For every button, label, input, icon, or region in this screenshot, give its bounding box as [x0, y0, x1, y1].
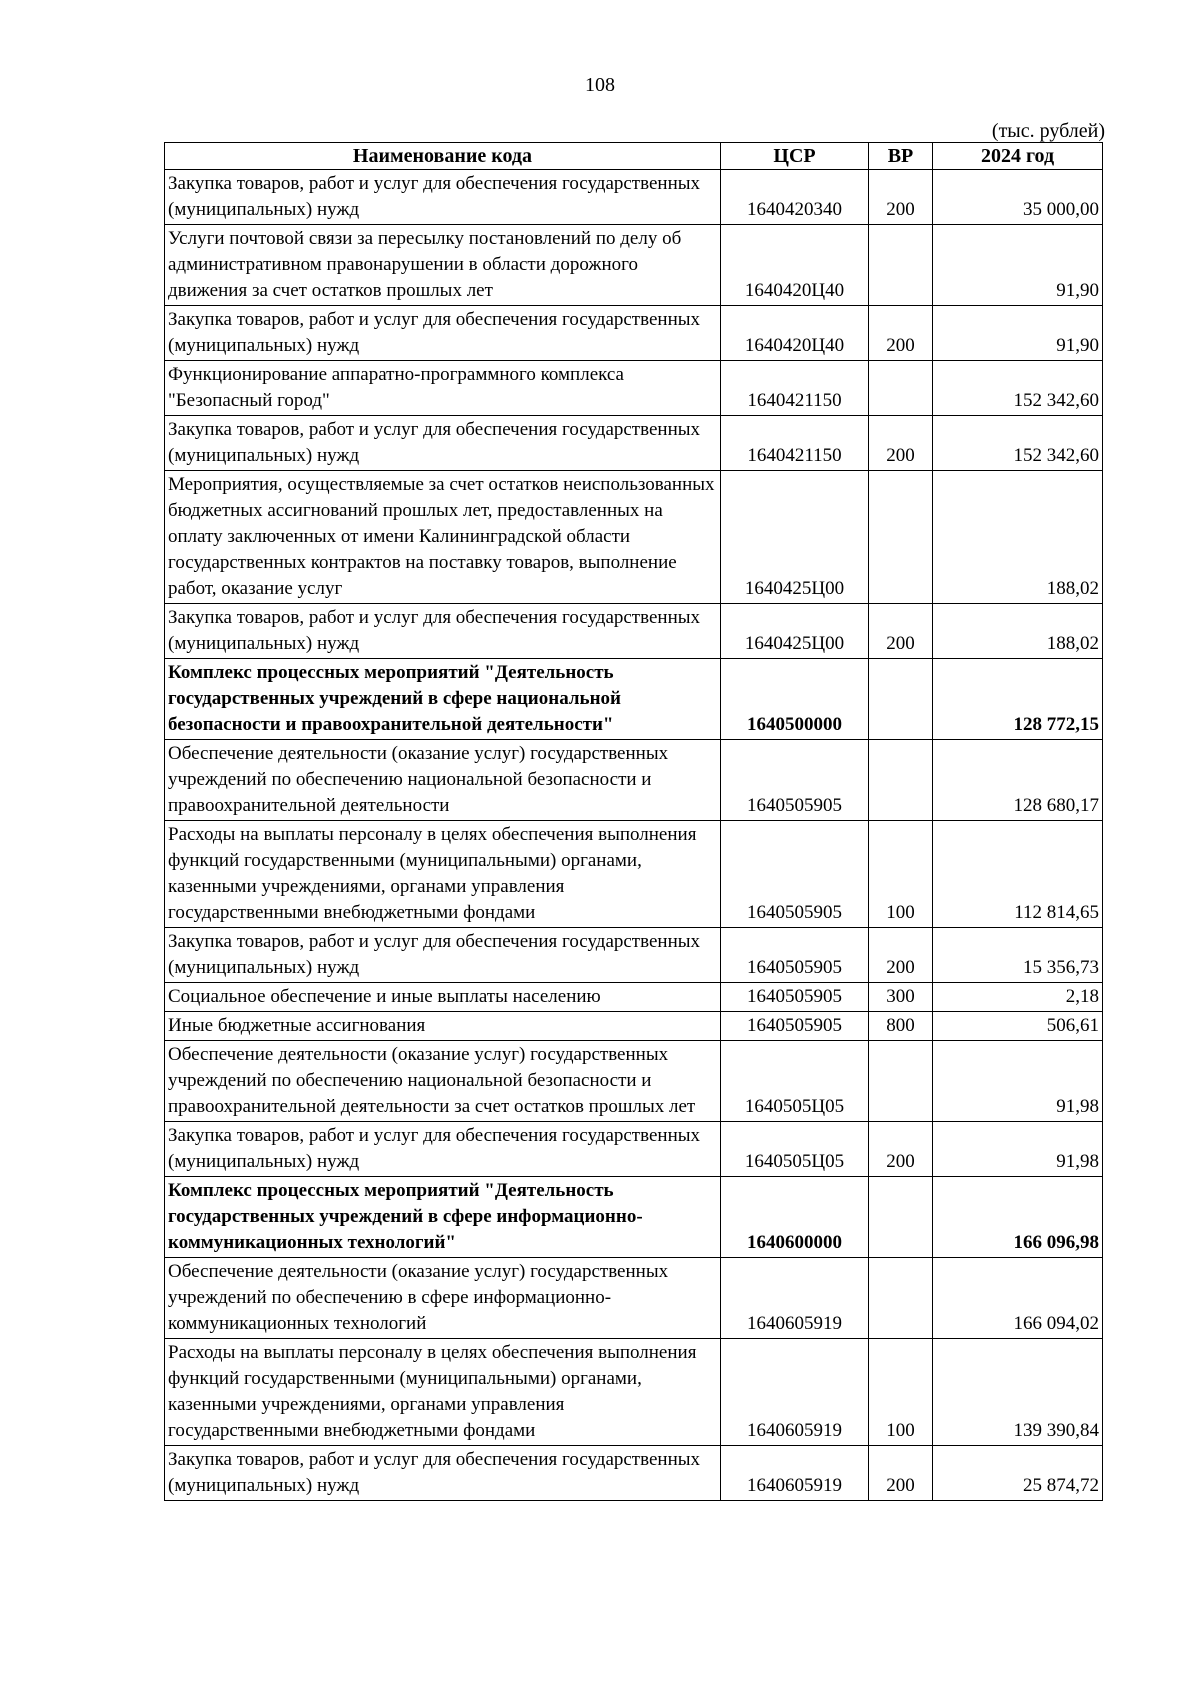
table-row — [165, 1012, 1103, 1041]
cell-csr: 1640421150 — [721, 416, 869, 471]
cell-sum: 25 874,72 — [933, 1446, 1103, 1501]
header-name: Наименование кода — [165, 143, 721, 170]
cell-vr: 100 — [869, 821, 933, 928]
cell-sum: 128 680,17 — [933, 740, 1103, 821]
table-row — [165, 1177, 1103, 1258]
cell-vr: 200 — [869, 416, 933, 471]
table-row — [165, 1041, 1103, 1122]
cell-vr — [869, 740, 933, 821]
cell-sum: 188,02 — [933, 604, 1103, 659]
table-row — [165, 659, 1103, 740]
cell-vr — [869, 471, 933, 604]
cell-csr: 1640420340 — [721, 170, 869, 225]
cell-sum: 15 356,73 — [933, 928, 1103, 983]
cell-vr: 200 — [869, 306, 933, 361]
cell-sum: 152 342,60 — [933, 416, 1103, 471]
cell-vr: 200 — [869, 170, 933, 225]
table-body — [165, 170, 1103, 1501]
units-note: (тыс. рублей) — [991, 120, 1105, 142]
cell-name: Услуги почтовой связи за пересылку постановлений по делу об административном правонарушении в области дорожного движения за счет остатков прошлых лет — [165, 225, 721, 306]
cell-sum: 166 094,02 — [933, 1258, 1103, 1339]
cell-sum: 139 390,84 — [933, 1339, 1103, 1446]
header-vr: ВР — [869, 143, 933, 170]
page-number: 108 — [585, 74, 615, 96]
cell-name: Расходы на выплаты персоналу в целях обеспечения выполнения функций государственными (муниципальными) органами, казенными учреждениями, органами управления государственными внебюджетными фондами — [165, 821, 721, 928]
header-year: 2024 год — [933, 143, 1103, 170]
cell-csr: 1640505Ц05 — [721, 1122, 869, 1177]
cell-sum: 91,98 — [933, 1122, 1103, 1177]
cell-name: Закупка товаров, работ и услуг для обеспечения государственных (муниципальных) нужд — [165, 1446, 721, 1501]
table-row — [165, 604, 1103, 659]
budget-table — [164, 142, 1103, 1501]
cell-csr: 1640505Ц05 — [721, 1041, 869, 1122]
table-row — [165, 471, 1103, 604]
table-row — [165, 740, 1103, 821]
cell-sum: 2,18 — [933, 983, 1103, 1012]
cell-csr: 1640505905 — [721, 821, 869, 928]
table-row — [165, 170, 1103, 225]
cell-csr: 1640600000 — [721, 1177, 869, 1258]
cell-name: Обеспечение деятельности (оказание услуг) государственных учреждений по обеспечению в сфере информационно-коммуникационных технологий — [165, 1258, 721, 1339]
table-row — [165, 821, 1103, 928]
cell-name: Закупка товаров, работ и услуг для обеспечения государственных (муниципальных) нужд — [165, 928, 721, 983]
cell-csr: 1640421150 — [721, 361, 869, 416]
cell-sum: 91,90 — [933, 225, 1103, 306]
table-row — [165, 983, 1103, 1012]
cell-vr: 200 — [869, 1122, 933, 1177]
cell-csr: 1640605919 — [721, 1339, 869, 1446]
cell-name: Закупка товаров, работ и услуг для обеспечения государственных (муниципальных) нужд — [165, 170, 721, 225]
cell-name: Закупка товаров, работ и услуг для обеспечения государственных (муниципальных) нужд — [165, 416, 721, 471]
table-row — [165, 1339, 1103, 1446]
cell-name: Функционирование аппаратно-программного комплекса "Безопасный город" — [165, 361, 721, 416]
cell-vr — [869, 1258, 933, 1339]
cell-csr: 1640420Ц40 — [721, 225, 869, 306]
cell-csr: 1640505905 — [721, 928, 869, 983]
cell-sum: 166 096,98 — [933, 1177, 1103, 1258]
cell-csr: 1640425Ц00 — [721, 604, 869, 659]
cell-sum: 128 772,15 — [933, 659, 1103, 740]
cell-vr: 800 — [869, 1012, 933, 1041]
cell-vr — [869, 361, 933, 416]
cell-vr: 100 — [869, 1339, 933, 1446]
cell-sum: 152 342,60 — [933, 361, 1103, 416]
cell-name: Комплекс процессных мероприятий "Деятельность государственных учреждений в сфере национальной безопасности и правоохранительной деятельности" — [165, 659, 721, 740]
cell-sum: 91,90 — [933, 306, 1103, 361]
cell-sum: 506,61 — [933, 1012, 1103, 1041]
cell-csr: 1640420Ц40 — [721, 306, 869, 361]
cell-sum: 35 000,00 — [933, 170, 1103, 225]
cell-vr — [869, 659, 933, 740]
table-row — [165, 1258, 1103, 1339]
cell-vr: 200 — [869, 604, 933, 659]
cell-name: Расходы на выплаты персоналу в целях обеспечения выполнения функций государственными (муниципальными) органами, казенными учреждениями, органами управления государственными внебюджетными фондами — [165, 1339, 721, 1446]
cell-csr: 1640425Ц00 — [721, 471, 869, 604]
cell-name: Мероприятия, осуществляемые за счет остатков неиспользованных бюджетных ассигнований прошлых лет, предоставленных на оплату заключенных от имени Калининградской области государственных контрактов на поставку товаров, выполнение работ, оказание услуг — [165, 471, 721, 604]
table-row — [165, 928, 1103, 983]
table-header-row — [165, 143, 1103, 170]
cell-sum: 112 814,65 — [933, 821, 1103, 928]
cell-name: Социальное обеспечение и иные выплаты населению — [165, 983, 721, 1012]
cell-vr — [869, 1177, 933, 1258]
cell-name: Обеспечение деятельности (оказание услуг) государственных учреждений по обеспечению национальной безопасности и правоохранительной деятельности — [165, 740, 721, 821]
cell-sum: 188,02 — [933, 471, 1103, 604]
cell-name: Комплекс процессных мероприятий "Деятельность государственных учреждений в сфере информационно-коммуникационных технологий" — [165, 1177, 721, 1258]
cell-name: Закупка товаров, работ и услуг для обеспечения государственных (муниципальных) нужд — [165, 1122, 721, 1177]
header-csr: ЦСР — [721, 143, 869, 170]
cell-name: Иные бюджетные ассигнования — [165, 1012, 721, 1041]
cell-vr — [869, 1041, 933, 1122]
cell-vr: 200 — [869, 1446, 933, 1501]
table-row — [165, 225, 1103, 306]
cell-csr: 1640505905 — [721, 740, 869, 821]
cell-name: Закупка товаров, работ и услуг для обеспечения государственных (муниципальных) нужд — [165, 306, 721, 361]
cell-name: Закупка товаров, работ и услуг для обеспечения государственных (муниципальных) нужд — [165, 604, 721, 659]
table-row — [165, 306, 1103, 361]
cell-sum: 91,98 — [933, 1041, 1103, 1122]
cell-csr: 1640505905 — [721, 1012, 869, 1041]
cell-csr: 1640500000 — [721, 659, 869, 740]
cell-csr: 1640605919 — [721, 1258, 869, 1339]
cell-vr: 200 — [869, 928, 933, 983]
cell-csr: 1640605919 — [721, 1446, 869, 1501]
cell-vr: 300 — [869, 983, 933, 1012]
cell-name: Обеспечение деятельности (оказание услуг) государственных учреждений по обеспечению национальной безопасности и правоохранительной деятельности за счет остатков прошлых лет — [165, 1041, 721, 1122]
table-row — [165, 1446, 1103, 1501]
cell-vr — [869, 225, 933, 306]
table-row — [165, 1122, 1103, 1177]
cell-csr: 1640505905 — [721, 983, 869, 1012]
table-row — [165, 361, 1103, 416]
table-row — [165, 416, 1103, 471]
